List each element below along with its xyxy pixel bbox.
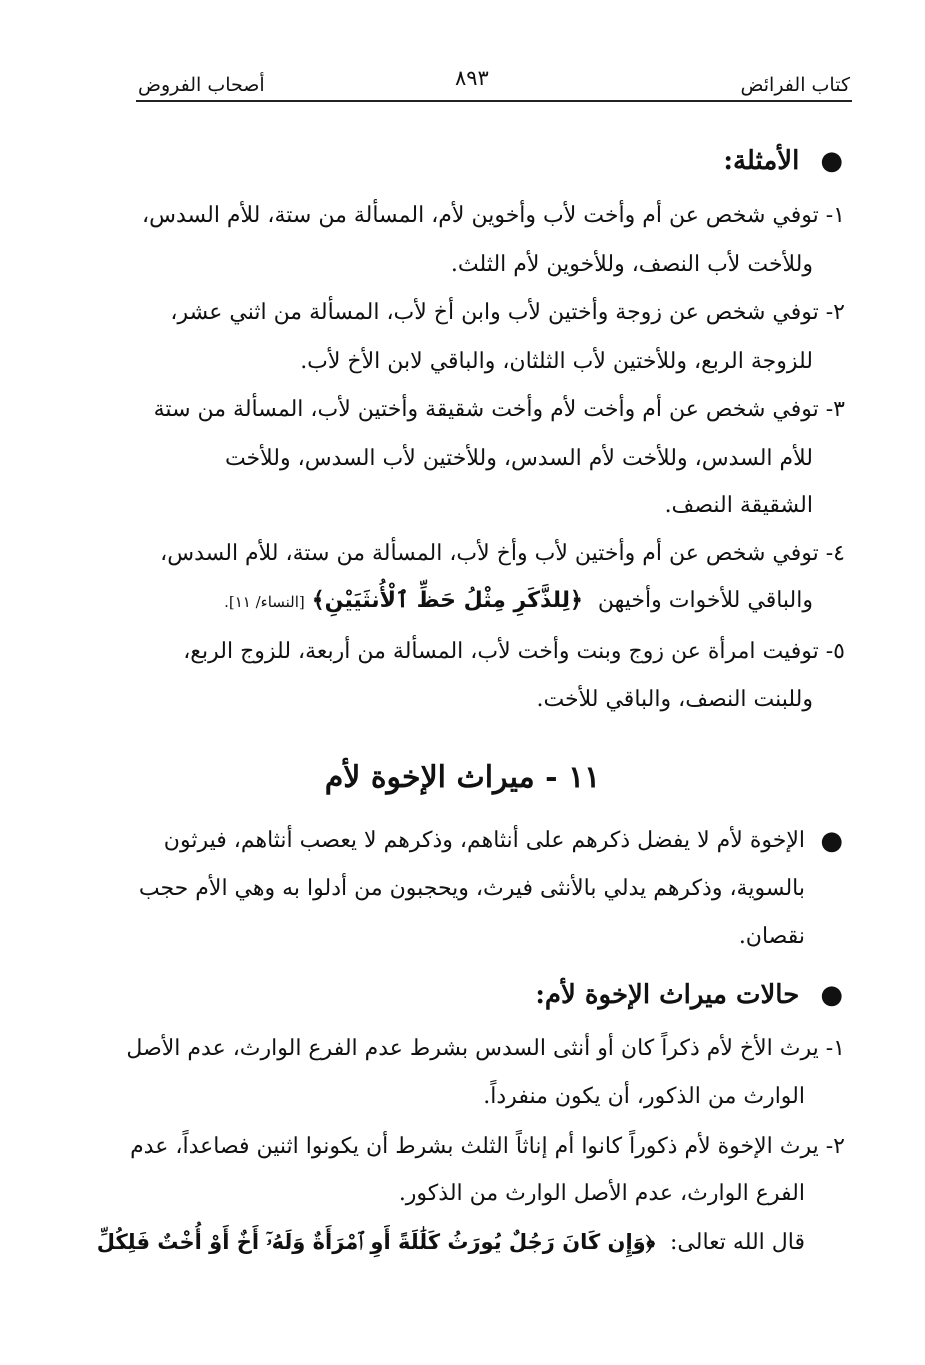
example-4-line-2-text: والباقي للأخوات وأخيهن bbox=[597, 588, 813, 613]
cases-heading-text: حالات ميراث الإخوة لأم: bbox=[535, 980, 800, 1010]
examples-heading-text: الأمثلة: bbox=[723, 146, 800, 176]
section-title: ١١ - ميراث الإخوة لأم bbox=[324, 760, 601, 795]
intro-line-1: الإخوة لأم لا يفضل ذكرهم على أنثاهم، وذكرهم لا يعصب أنثاهم، فيرثون bbox=[163, 828, 805, 853]
intro-line-3: نقصان. bbox=[738, 924, 805, 949]
verse-reference: [النساء/ ١١]. bbox=[224, 593, 305, 611]
example-4-line-1: ٤- توفي شخص عن أم وأختين لأب وأخ لأب، المسألة من ستة، للأم السدس، bbox=[160, 541, 845, 566]
closing-line bbox=[97, 1232, 805, 1254]
book-title: كتاب الفرائض bbox=[740, 74, 850, 96]
example-2-line-2: للزوجة الربع، وللأختين لأب الثلثان، والباقي لابن الأخ لأب. bbox=[300, 349, 813, 374]
example-1-line-2: وللأخت لأب النصف، وللأخوين لأم الثلث. bbox=[450, 252, 813, 277]
example-3-line-2: للأم السدس، وللأخت لأم السدس، وللأختين لأب السدس، وللأخت bbox=[224, 446, 813, 471]
example-3-line-1: ٣- توفي شخص عن أم وأخت لأم وأخت شقيقة وأختين لأب، المسألة من ستة bbox=[153, 397, 845, 422]
case-2-line-1: ٢- يرث الإخوة لأم ذكوراً كانوا أم إناثاً الثلث بشرط أن يكونوا اثنين فصاعداً، عدم bbox=[130, 1134, 845, 1159]
cases-heading bbox=[535, 982, 843, 1008]
header-rule bbox=[136, 100, 852, 102]
closing-intro: قال الله تعالى: bbox=[670, 1230, 805, 1255]
bullet-icon: ● bbox=[820, 146, 843, 176]
example-3-line-3: الشقيقة النصف. bbox=[664, 493, 813, 518]
bullet-icon: ● bbox=[820, 826, 843, 856]
case-1-line-1: ١- يرث الأخ لأم ذكراً كان أو أنثى السدس بشرط عدم الفرع الوارث، عدم الأصل bbox=[126, 1036, 845, 1061]
quran-verse: ﴿لِلذَّكَرِ مِثْلُ حَظِّ ٱلْأُنثَيَيْنِ﴾ bbox=[311, 588, 583, 613]
example-2-line-1: ٢- توفي شخص عن زوجة وأختين لأب وابن أخ لأب، المسألة من اثني عشر، bbox=[170, 300, 845, 325]
case-1-line-2: الوارث من الذكور، أن يكون منفرداً. bbox=[483, 1084, 805, 1109]
example-5-line-1: ٥- توفيت امرأة عن زوج وبنت وأخت لأب، المسألة من أربعة، للزوج الربع، bbox=[183, 639, 845, 664]
page-number: ٨٩٣ bbox=[455, 66, 489, 90]
example-1-line-1: ١- توفي شخص عن أم وأخت لأب وأخوين لأم، المسألة من ستة، للأم السدس، bbox=[141, 203, 845, 228]
example-4-line-2 bbox=[224, 590, 813, 612]
example-5-line-2: وللبنت النصف، والباقي للأخت. bbox=[536, 687, 813, 712]
chapter-title: أصحاب الفروض bbox=[138, 74, 265, 96]
case-2-line-2: الفرع الوارث، عدم الأصل الوارث من الذكور. bbox=[398, 1181, 805, 1206]
closing-quran-verse: ﴿وَإِن كَانَ رَجُلٌ يُورَثُ كَلَٰلَةً أَوِ ٱمْرَأَةٌ وَلَهُۥٓ أَخٌ أَوْ أُخْتٌ فَلِكُلِّ bbox=[96, 1230, 656, 1254]
bullet-icon: ● bbox=[820, 980, 843, 1010]
intro-line-2: بالسوية، وذكرهم يدلي بالأنثى فيرث، ويحجبون من أدلوا به وهي الأم حجب bbox=[138, 876, 805, 901]
examples-heading bbox=[723, 148, 843, 174]
